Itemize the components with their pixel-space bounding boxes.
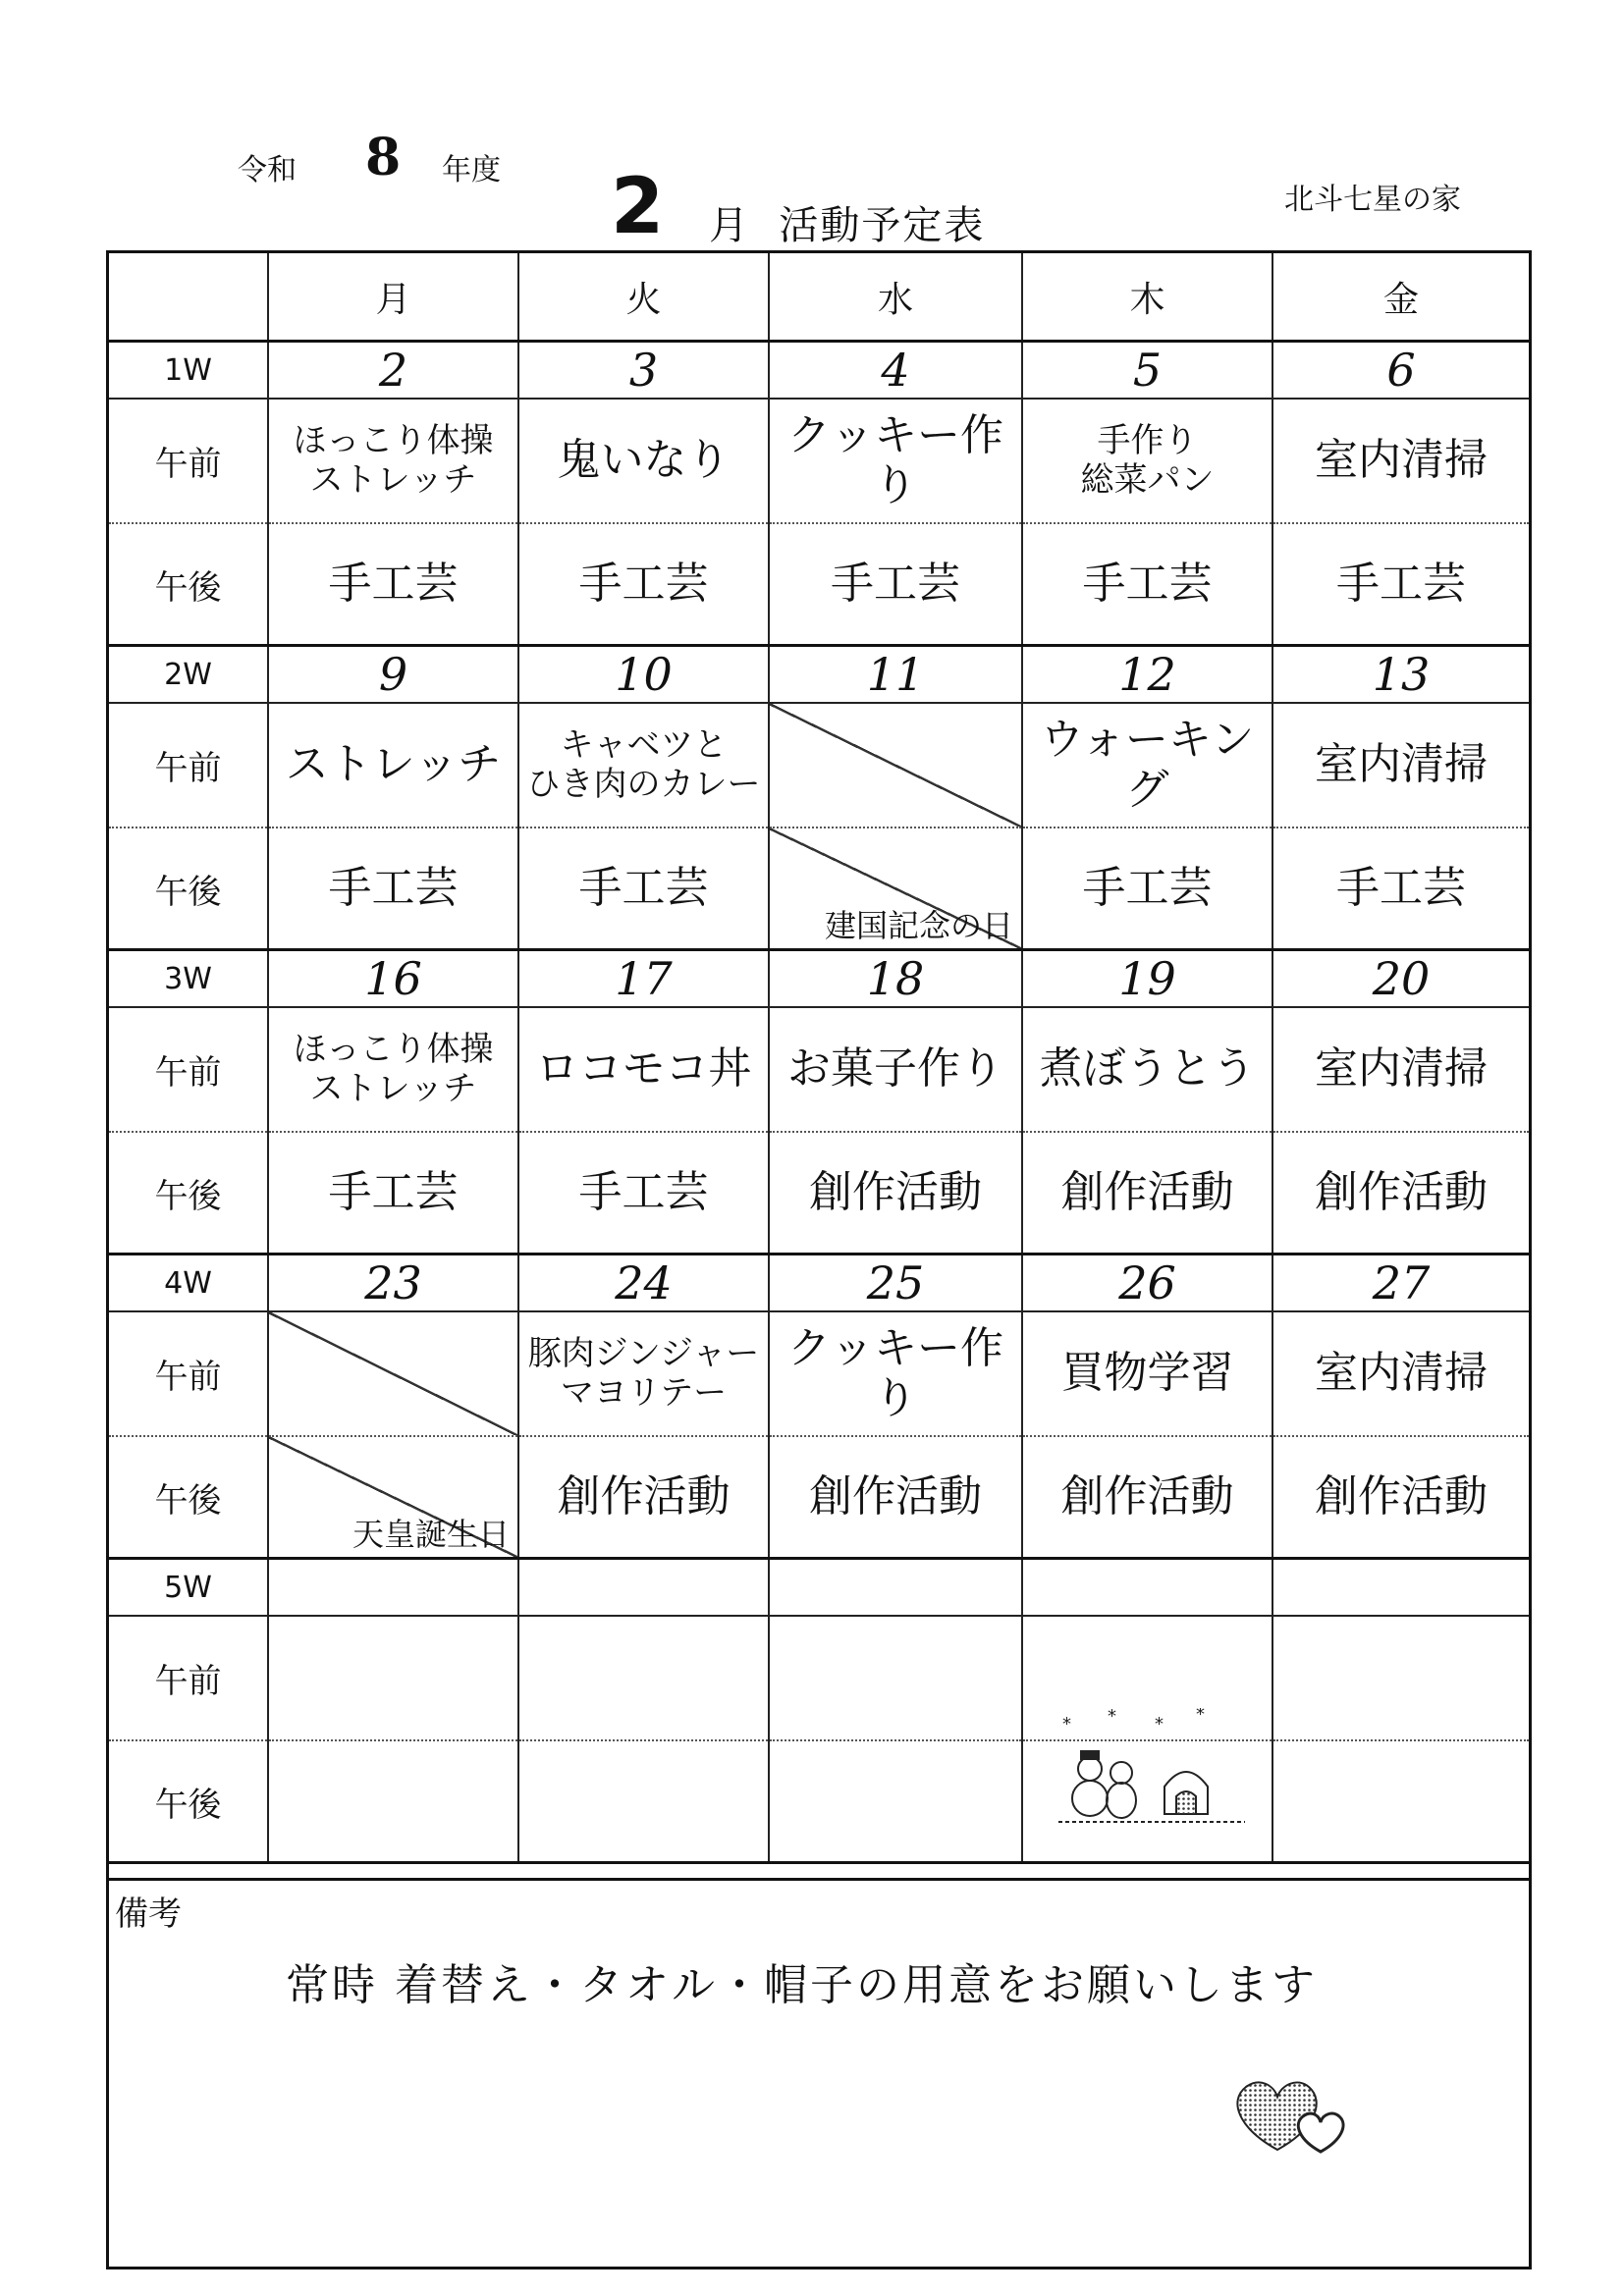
week-label: 3W [109,950,268,1008]
activity-cell: クッキー作り [769,1311,1022,1436]
activity-cell: ほっこり体操 ストレッチ [268,1007,518,1132]
week-label: 1W [109,342,268,400]
morning-label: 午前 [109,1007,268,1132]
activity-cell: 手工芸 [268,523,518,646]
hearts-icon [1228,2073,1356,2162]
activity-cell: 買物学習 [1022,1311,1272,1436]
date-cell: 2 [268,342,518,400]
morning-label: 午前 [109,1311,268,1436]
activity-cell: 室内清掃 [1272,1311,1529,1436]
holiday-label: 建国記念の日 [824,907,1013,945]
remarks-text: 常時 着替え・タオル・帽子の用意をお願いします [286,1960,1318,2010]
afternoon-label: 午後 [109,828,268,950]
activity-cell: 創作活動 [1272,1436,1529,1559]
morning-row [109,1007,1529,1132]
activity-cell: 創作活動 [769,1436,1022,1559]
date-cell: 9 [268,646,518,704]
activity-cell: 手工芸 [1022,828,1272,950]
date-cell [769,1559,1022,1617]
afternoon-row [109,1132,1529,1255]
activity-cell: 手工芸 [769,523,1022,646]
activity-cell [268,1436,518,1559]
activity-cell [769,828,1022,950]
activity-cell: 室内清掃 [1272,703,1529,828]
remarks-label: 備考 [115,1895,182,1934]
date-cell [518,1559,769,1617]
date-cell: 4 [769,342,1022,400]
activity-cell: 手工芸 [518,523,769,646]
activity-cell: ストレッチ [268,703,518,828]
activity-cell [268,1616,518,1740]
corner-cell [109,253,268,342]
activity-cell [268,1311,518,1436]
day-header: 木 [1022,253,1272,342]
era-year: 8 [365,128,402,187]
activity-cell: 手工芸 [268,828,518,950]
activity-cell: 創作活動 [769,1132,1022,1255]
date-cell: 3 [518,342,769,400]
morning-row [109,703,1529,828]
date-cell: 13 [1272,646,1529,704]
activity-cell: キャベツと ひき肉のカレー [518,703,769,828]
activity-cell: クッキー作り [769,399,1022,523]
week-row [109,1255,1529,1312]
activity-cell [1272,1740,1529,1863]
afternoon-label: 午後 [109,1740,268,1863]
activity-cell: 室内清掃 [1272,1007,1529,1132]
date-cell: 5 [1022,342,1272,400]
day-header: 水 [769,253,1022,342]
remarks-section [109,1878,1529,2269]
morning-row [109,1311,1529,1436]
morning-label: 午前 [109,399,268,523]
activity-cell [268,1740,518,1863]
activity-cell: 手工芸 [1022,523,1272,646]
morning-row [109,399,1529,523]
activity-cell: 手工芸 [1272,523,1529,646]
era-suffix: 年度 [442,153,501,187]
date-cell: 25 [769,1255,1022,1312]
date-cell: 18 [769,950,1022,1008]
afternoon-row [109,828,1529,950]
activity-cell: 手工芸 [518,1132,769,1255]
activity-cell: 豚肉ジンジャー マヨリテー [518,1311,769,1436]
holiday-label: 天皇誕生日 [352,1516,510,1554]
date-cell [1272,1559,1529,1617]
activity-cell: 創作活動 [1022,1132,1272,1255]
schedule-sheet [106,250,1532,2269]
week-label: 4W [109,1255,268,1312]
activity-cell: 手工芸 [1272,828,1529,950]
afternoon-label: 午後 [109,523,268,646]
snowman-penguin-igloo-icon [1049,1708,1265,1836]
activity-cell [518,1616,769,1740]
facility-name: 北斗七星の家 [1284,183,1461,217]
activity-cell [1272,1616,1529,1740]
activity-cell: 手作り 総菜パン [1022,399,1272,523]
era-label: 令和 [238,153,297,187]
afternoon-label: 午後 [109,1436,268,1559]
morning-label: 午前 [109,703,268,828]
day-header: 月 [268,253,518,342]
svg-text:*: * [1062,1714,1071,1735]
date-cell: 26 [1022,1255,1272,1312]
activity-cell [769,1616,1022,1740]
afternoon-row [109,1436,1529,1559]
svg-text:*: * [1155,1714,1164,1735]
date-cell [268,1559,518,1617]
activity-cell [518,1740,769,1863]
activity-cell: 煮ぼうとう [1022,1007,1272,1132]
svg-text:*: * [1108,1708,1116,1727]
week-row [109,646,1529,704]
date-cell: 20 [1272,950,1529,1008]
afternoon-label: 午後 [109,1132,268,1255]
activity-cell: 鬼いなり [518,399,769,523]
afternoon-row [109,1740,1529,1863]
date-cell [1022,1559,1272,1617]
activity-cell: 創作活動 [1272,1132,1529,1255]
activity-cell: ほっこり体操 ストレッチ [268,399,518,523]
activity-cell: 創作活動 [518,1436,769,1559]
activity-cell: お菓子作り [769,1007,1022,1132]
schedule-table [109,253,1529,1864]
svg-text:*: * [1196,1708,1205,1725]
week-row [109,950,1529,1008]
day-header-row [109,253,1529,342]
morning-row [109,1616,1529,1740]
date-cell: 12 [1022,646,1272,704]
date-cell: 17 [518,950,769,1008]
activity-cell: ロコモコ丼 [518,1007,769,1132]
date-cell: 19 [1022,950,1272,1008]
afternoon-row [109,523,1529,646]
activity-cell: ウォーキング [1022,703,1272,828]
day-header: 火 [518,253,769,342]
date-cell: 6 [1272,342,1529,400]
activity-cell [769,703,1022,828]
month-number: 2 [611,163,665,251]
date-cell: 24 [518,1255,769,1312]
activity-cell: 創作活動 [1022,1436,1272,1559]
date-cell: 23 [268,1255,518,1312]
date-cell: 10 [518,646,769,704]
date-cell: 27 [1272,1255,1529,1312]
activity-cell: 室内清掃 [1272,399,1529,523]
activity-cell: 手工芸 [518,828,769,950]
date-cell: 11 [769,646,1022,704]
week-row [109,1559,1529,1617]
day-header: 金 [1272,253,1529,342]
activity-cell [769,1740,1022,1863]
activity-cell: 手工芸 [268,1132,518,1255]
date-cell: 16 [268,950,518,1008]
morning-label: 午前 [109,1616,268,1740]
week-row [109,342,1529,400]
week-label: 2W [109,646,268,704]
week-label: 5W [109,1559,268,1617]
page-title: 月 活動予定表 [709,203,986,248]
